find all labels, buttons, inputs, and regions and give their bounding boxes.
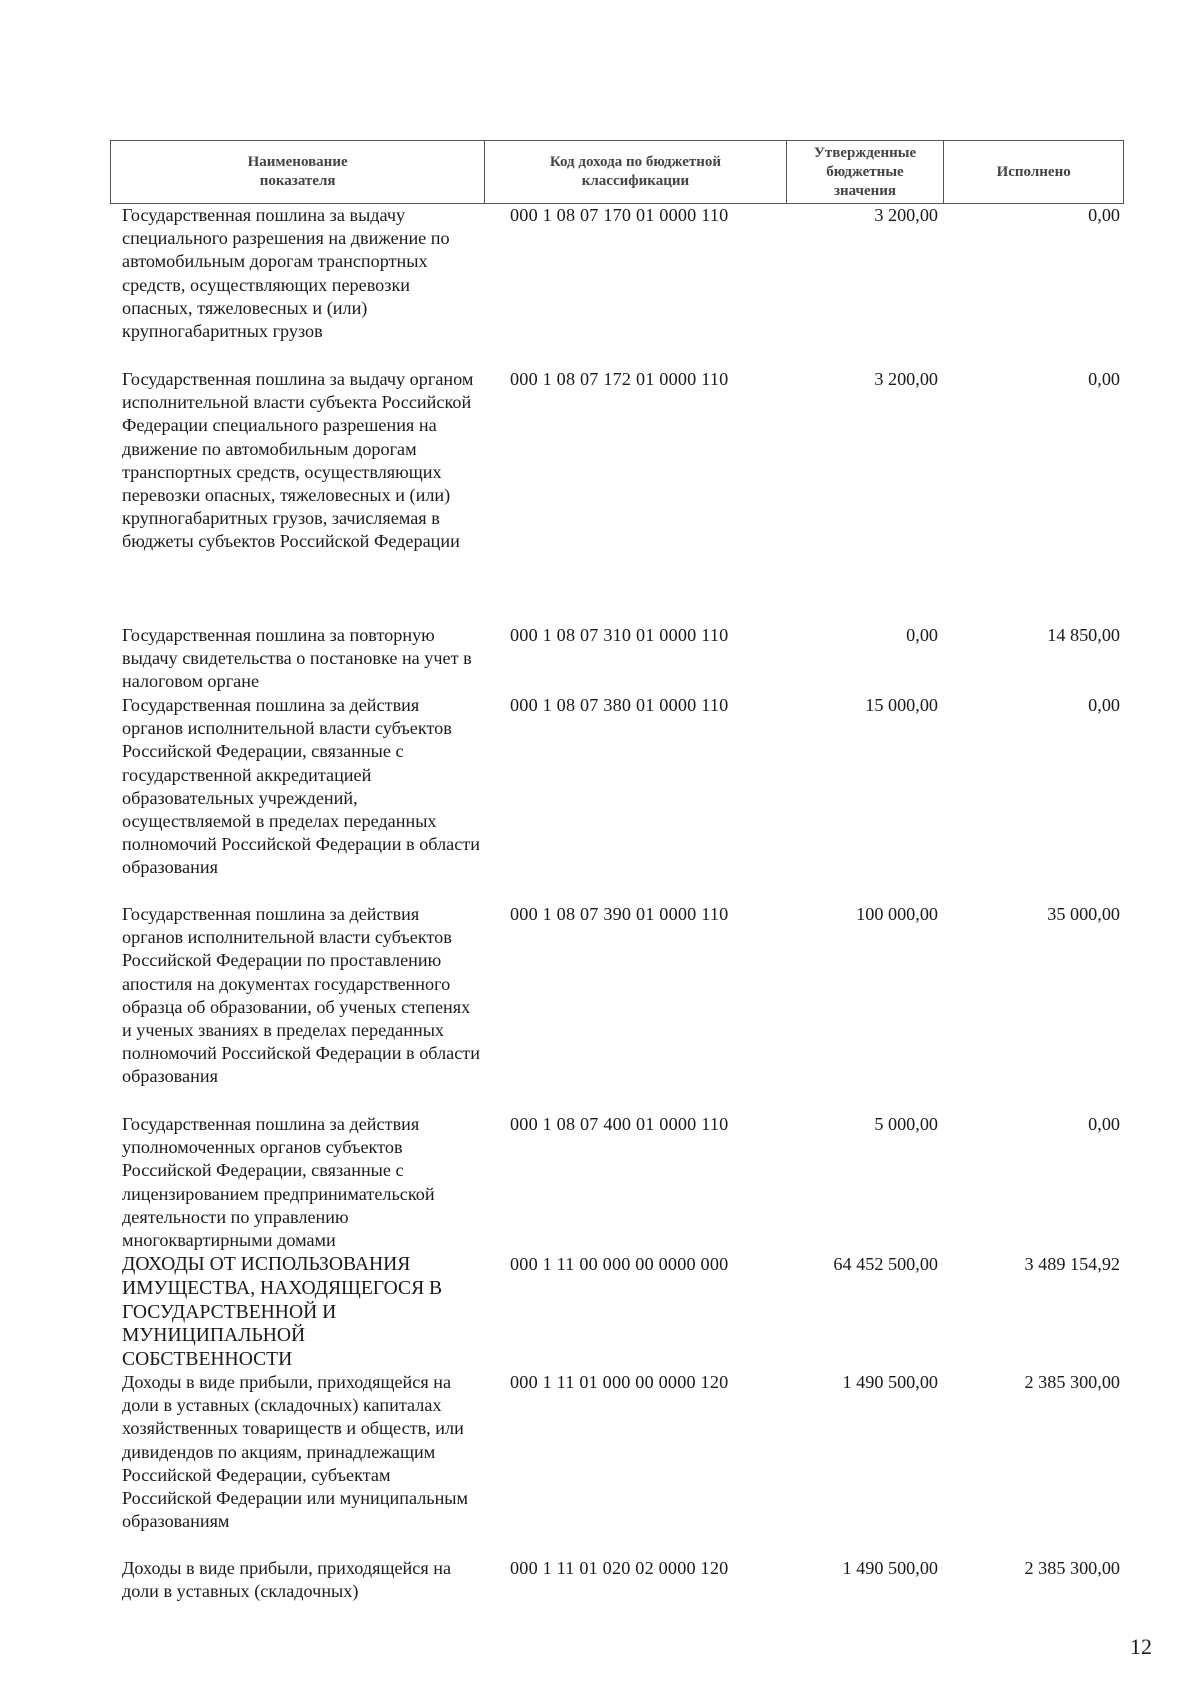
row-approved: 15 000,00	[865, 695, 938, 715]
row-name: Доходы в виде прибыли, приходящейся на доли в уставных (складочных) капиталах хозяйственных товариществ и обществ, или дивидендов по акциям, принадлежащим Российской Федерации, субъектам Российской Федерации или муниципальным образованиям	[122, 1372, 469, 1532]
row-executed: 0,00	[1088, 205, 1120, 225]
table-row	[110, 368, 1124, 624]
row-approved: 64 452 500,00	[833, 1254, 938, 1274]
table-row	[110, 694, 1124, 903]
row-approved: 3 200,00	[874, 205, 938, 225]
row-code: 000 1 08 07 390 01 0000 110	[510, 904, 729, 924]
header-cell-code: Код дохода по бюджетной классификации	[484, 141, 785, 203]
row-name: Государственная пошлина за выдачу специального разрешения на движение по автомобильным дорогам транспортных средств, осуществляющих перевозки опасных, тяжеловесных и (или) крупногабаритных грузов	[122, 205, 450, 342]
row-name: Государственная пошлина за действия уполномоченных органов субъектов Российской Федерации, связанные с лицензированием предпринимательской деятельности по управлению многоквартирными домами	[122, 1114, 435, 1251]
row-approved: 100 000,00	[856, 904, 938, 924]
row-executed: 2 385 300,00	[1024, 1372, 1120, 1392]
table-row	[110, 204, 1124, 368]
row-code: 000 1 08 07 310 01 0000 110	[510, 625, 729, 645]
row-code: 000 1 11 01 000 00 0000 120	[510, 1372, 729, 1392]
row-name: Государственная пошлина за действия органов исполнительной власти субъектов Российской Федерации по проставлению апостиля на документах государственного образца об образовании, об ученых степенях и ученых званиях в пределах переданных полномочий Российской Федерации в области образования	[122, 904, 480, 1087]
row-approved: 1 490 500,00	[842, 1372, 938, 1392]
revenue-table	[110, 140, 1124, 1607]
row-executed: 0,00	[1088, 369, 1120, 389]
row-executed: 2 385 300,00	[1024, 1558, 1120, 1578]
row-approved: 3 200,00	[874, 369, 938, 389]
table-row	[110, 903, 1124, 1113]
row-code: 000 1 08 07 172 01 0000 110	[510, 369, 729, 389]
header-cell-approved: Утвержденные бюджетные значения	[786, 141, 944, 203]
row-executed: 35 000,00	[1047, 904, 1120, 924]
row-name: Государственная пошлина за выдачу органом исполнительной власти субъекта Российской Федерации специального разрешения на движение по автомобильным дорогам транспортных средств, осуществляющих перевозки опасных, тяжеловесных и (или) крупногабаритных грузов, зачисляемая в бюджеты субъектов Российской Федерации	[122, 369, 474, 552]
row-approved: 5 000,00	[874, 1114, 938, 1134]
row-approved: 1 490 500,00	[842, 1558, 938, 1578]
row-code: 000 1 08 07 380 01 0000 110	[510, 695, 729, 715]
header-cell-executed: Исполнено	[943, 141, 1123, 203]
row-name: Доходы в виде прибыли, приходящейся на доли в уставных (складочных)	[122, 1558, 452, 1602]
header-cell-name: Наименование показателя	[247, 154, 348, 189]
row-name: Государственная пошлина за повторную выдачу свидетельства о постановке на учет в налоговом органе	[122, 625, 472, 692]
table-row	[110, 624, 1124, 694]
row-code: 000 1 11 00 000 00 0000 000	[510, 1254, 729, 1274]
table-row	[110, 1113, 1124, 1253]
row-executed: 0,00	[1088, 695, 1120, 715]
table-row	[110, 1253, 1124, 1371]
row-code: 000 1 08 07 170 01 0000 110	[510, 205, 729, 225]
row-name: ДОХОДЫ ОТ ИСПОЛЬЗОВАНИЯ ИМУЩЕСТВА, НАХОДЯЩЕГОСЯ В ГОСУДАРСТВЕННОЙ И МУНИЦИПАЛЬНОЙ СОБСТВЕННОСТИ	[122, 1254, 443, 1371]
table-row	[110, 1557, 1124, 1607]
page-number: 12	[1130, 1634, 1152, 1659]
row-executed: 14 850,00	[1047, 625, 1120, 645]
table-row	[110, 1371, 1124, 1557]
table-header	[110, 140, 1124, 204]
row-executed: 3 489 154,92	[1024, 1254, 1120, 1274]
row-code: 000 1 11 01 020 02 0000 120	[510, 1558, 729, 1578]
row-name: Государственная пошлина за действия органов исполнительной власти субъектов Российской Федерации, связанные с государственной аккредитацией образовательных учреждений, осуществляемой в пределах переданных полномочий Российской Федерации в области образования	[122, 695, 480, 878]
row-approved: 0,00	[906, 625, 938, 645]
row-code: 000 1 08 07 400 01 0000 110	[510, 1114, 729, 1134]
row-executed: 0,00	[1088, 1114, 1120, 1134]
